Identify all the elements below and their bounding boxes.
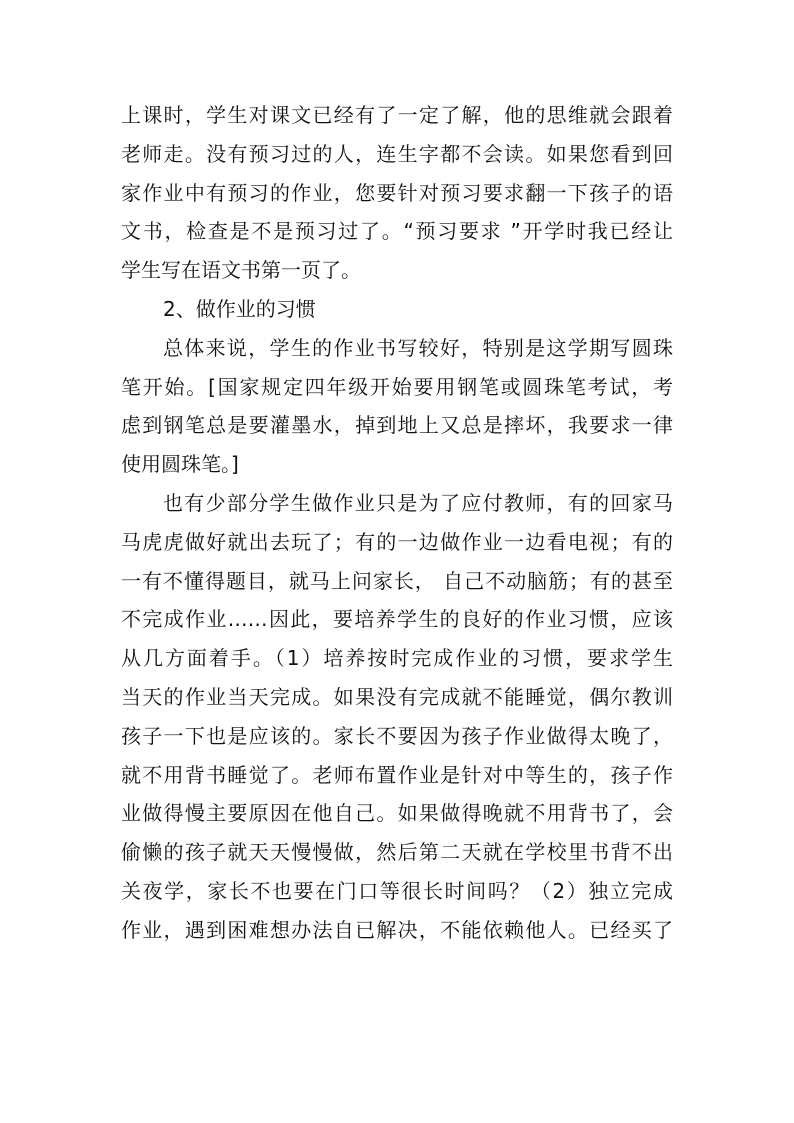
paragraph-homework-habits xyxy=(121,484,673,950)
document-page xyxy=(121,96,673,950)
text-line: 关夜学，家长不也要在门口等很长时间吗？（2）独立完成 xyxy=(121,878,673,903)
text-line: 家作业中有预习的作业，您要针对预习要求翻一下孩子的语 xyxy=(121,180,673,205)
text-line: 马虎虎做好就出去玩了；有的一边做作业一边看电视；有的 xyxy=(121,529,673,554)
text-line: 业做得慢主要原因在他自己。如果做得晚就不用背书了，会 xyxy=(121,801,673,826)
text-line: 文书，检查是不是预习过了。“预习要求 ”开学时我已经让 xyxy=(121,219,673,244)
section-heading xyxy=(121,290,673,329)
text-line: 偷懒的孩子就天天慢慢做，然后第二天就在学校里书背不出 xyxy=(121,840,673,865)
text-line: 也有少部分学生做作业只是为了应付教师，有的回家马 xyxy=(163,490,673,515)
text-line: 学生写在语文书第一页了。 xyxy=(121,258,361,283)
text-line: 上课时，学生对课文已经有了一定了解，他的思维就会跟着 xyxy=(121,103,673,127)
text-line: 虑到钢笔总是要灌墨水，掉到地上又总是摔坏，我要求一律 xyxy=(121,413,673,438)
text-line: 老师走。没有预习过的人，连生字都不会读。如果您看到回 xyxy=(121,141,673,166)
text-line: 不完成作业……因此，要培养学生的良好的作业习惯，应该 xyxy=(121,607,673,632)
text-line: 孩子一下也是应该的。家长不要因为孩子作业做得太晚了， xyxy=(121,723,673,748)
text-line: 就不用背书睡觉了。老师布置作业是针对中等生的，孩子作 xyxy=(121,762,673,787)
text-line: 从几方面着手。（1）培养按时完成作业的习惯，要求学生 xyxy=(121,646,673,671)
text-line: 一有不懂得题目，就马上问家长， 自己不动脑筋；有的甚至 xyxy=(121,568,673,593)
section-heading-text: 2、做作业的习惯 xyxy=(163,296,316,321)
text-line: 作业，遇到困难想办法自已解决，不能依赖他人。已经买了 xyxy=(121,917,673,942)
text-line: 总体来说，学生的作业书写较好，特别是这学期写圆珠 xyxy=(163,335,673,360)
paragraph-preview-habit xyxy=(121,96,673,290)
text-line: 使用圆珠笔。] xyxy=(121,452,239,477)
text-line: 当天的作业当天完成。如果没有完成就不能睡觉，偶尔教训 xyxy=(121,684,673,709)
text-line: 笔开始。[国家规定四年级开始要用钢笔或圆珠笔考试，考 xyxy=(121,374,673,399)
paragraph-homework-writing xyxy=(121,329,673,484)
